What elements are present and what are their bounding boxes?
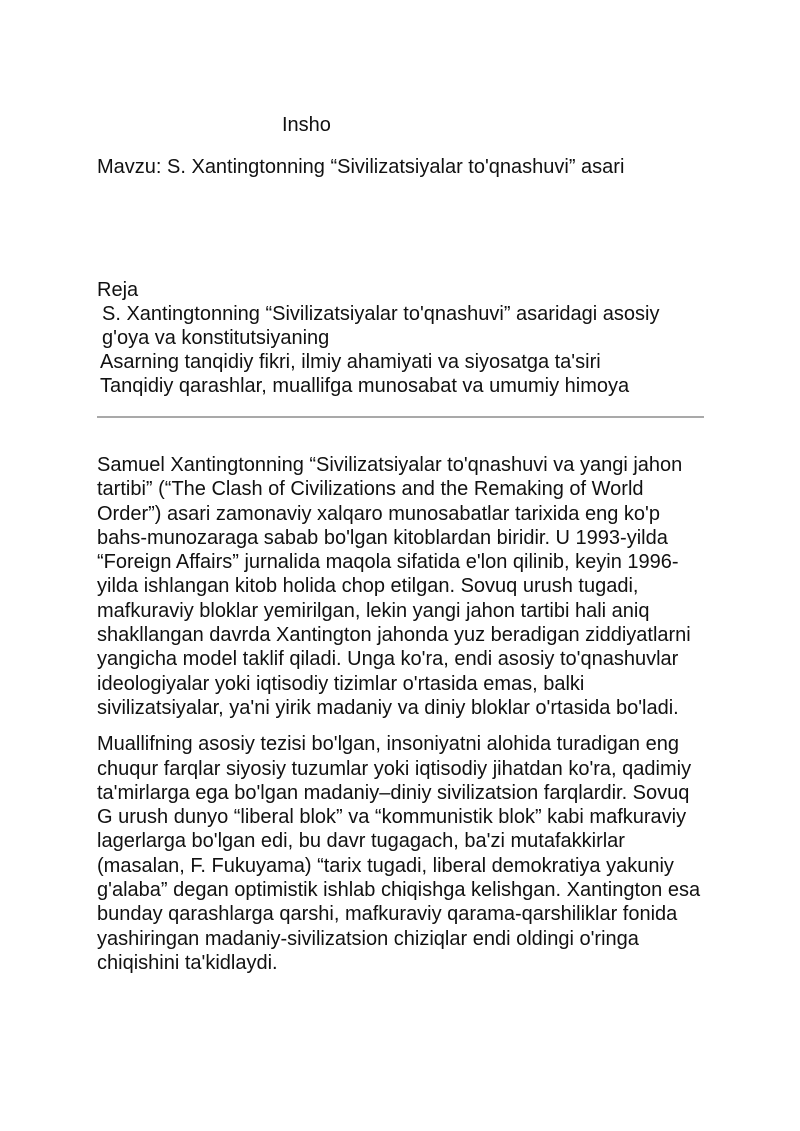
plan-item: S. Xantingtonning “Sivilizatsiyalar to'qnashuvi” asaridagi asosiy g'oya va konstitutsiyaning [102,303,660,349]
plan-item: Tanqidiy qarashlar, muallifga munosabat va umumiy himoya [100,375,630,397]
plan-heading: Reja [97,279,139,301]
essay-paragraph: Muallifning asosiy tezisi bo'lgan, insoniyatni alohida turadigan eng chuqur farqlar siyosiy tuzumlar yoki iqtisodiy jihatdan ko'ra, qadimiy ta'mirlarga ega bo'lgan madaniy–diniy sivilizatsion farqlardir. Sovuq G urush dunyo “liberal blok” va “kommunistik blok” kabi mafkuraviy lagerlarga bo'lgan edi, bu davr tugagach, ba'zi mutafakkirlar (masalan, F. Fukuyama) “tarix tugadi, liberal demokratiya yakuniy g'alaba” degan optimistik ishlab chiqishga kelishgan. Xantington esa bunday qarashlarga qarshi, mafkuraviy qarama-qarshiliklar fonida yashiringan madaniy-sivilizatsion chiziqlar endi oldingi o'ringa chiqishini ta'kidlaydi. [97,733,701,974]
essay-body [97,453,705,987]
document-title: Insho [282,114,331,136]
plan-item: Asarning tanqidiy fikri, ilmiy ahamiyati va siyosatga ta'siri [100,351,601,373]
section-divider [97,416,704,418]
essay-paragraph: Samuel Xantingtonning “Sivilizatsiyalar to'qnashuvi va yangi jahon tartibi” (“The Clash of Civilizations and the Remaking of World Order”) asari zamonaviy xalqaro munosabatlar tarixida eng ko'p bahs-munozaraga sabab bo'lgan kitoblardan biridir. U 1993-yilda “Foreign Affairs” jurnalida maqola sifatida e'lon qilinib, keyin 1996-yilda ishlangan kitob holida chop etilgan. Sovuq urush tugadi, mafkuraviy bloklar yemirilgan, lekin yangi jahon tartibi hali aniq shakllangan davrda Xantington jahonda yuz beradigan ziddiyatlarni yangicha model taklif qiladi. Unga ko'ra, endi asosiy to'qnashuvlar ideologiyalar yoki iqtisodiy tizimlar o'rtasida emas, balki sivilizatsiyalar, ya'ni yirik madaniy va diniy bloklar o'rtasida bo'ladi. [97,454,691,719]
plan-section [97,278,709,398]
document-topic: Mavzu: S. Xantingtonning “Sivilizatsiyalar to'qnashuvi” asari [97,156,625,178]
